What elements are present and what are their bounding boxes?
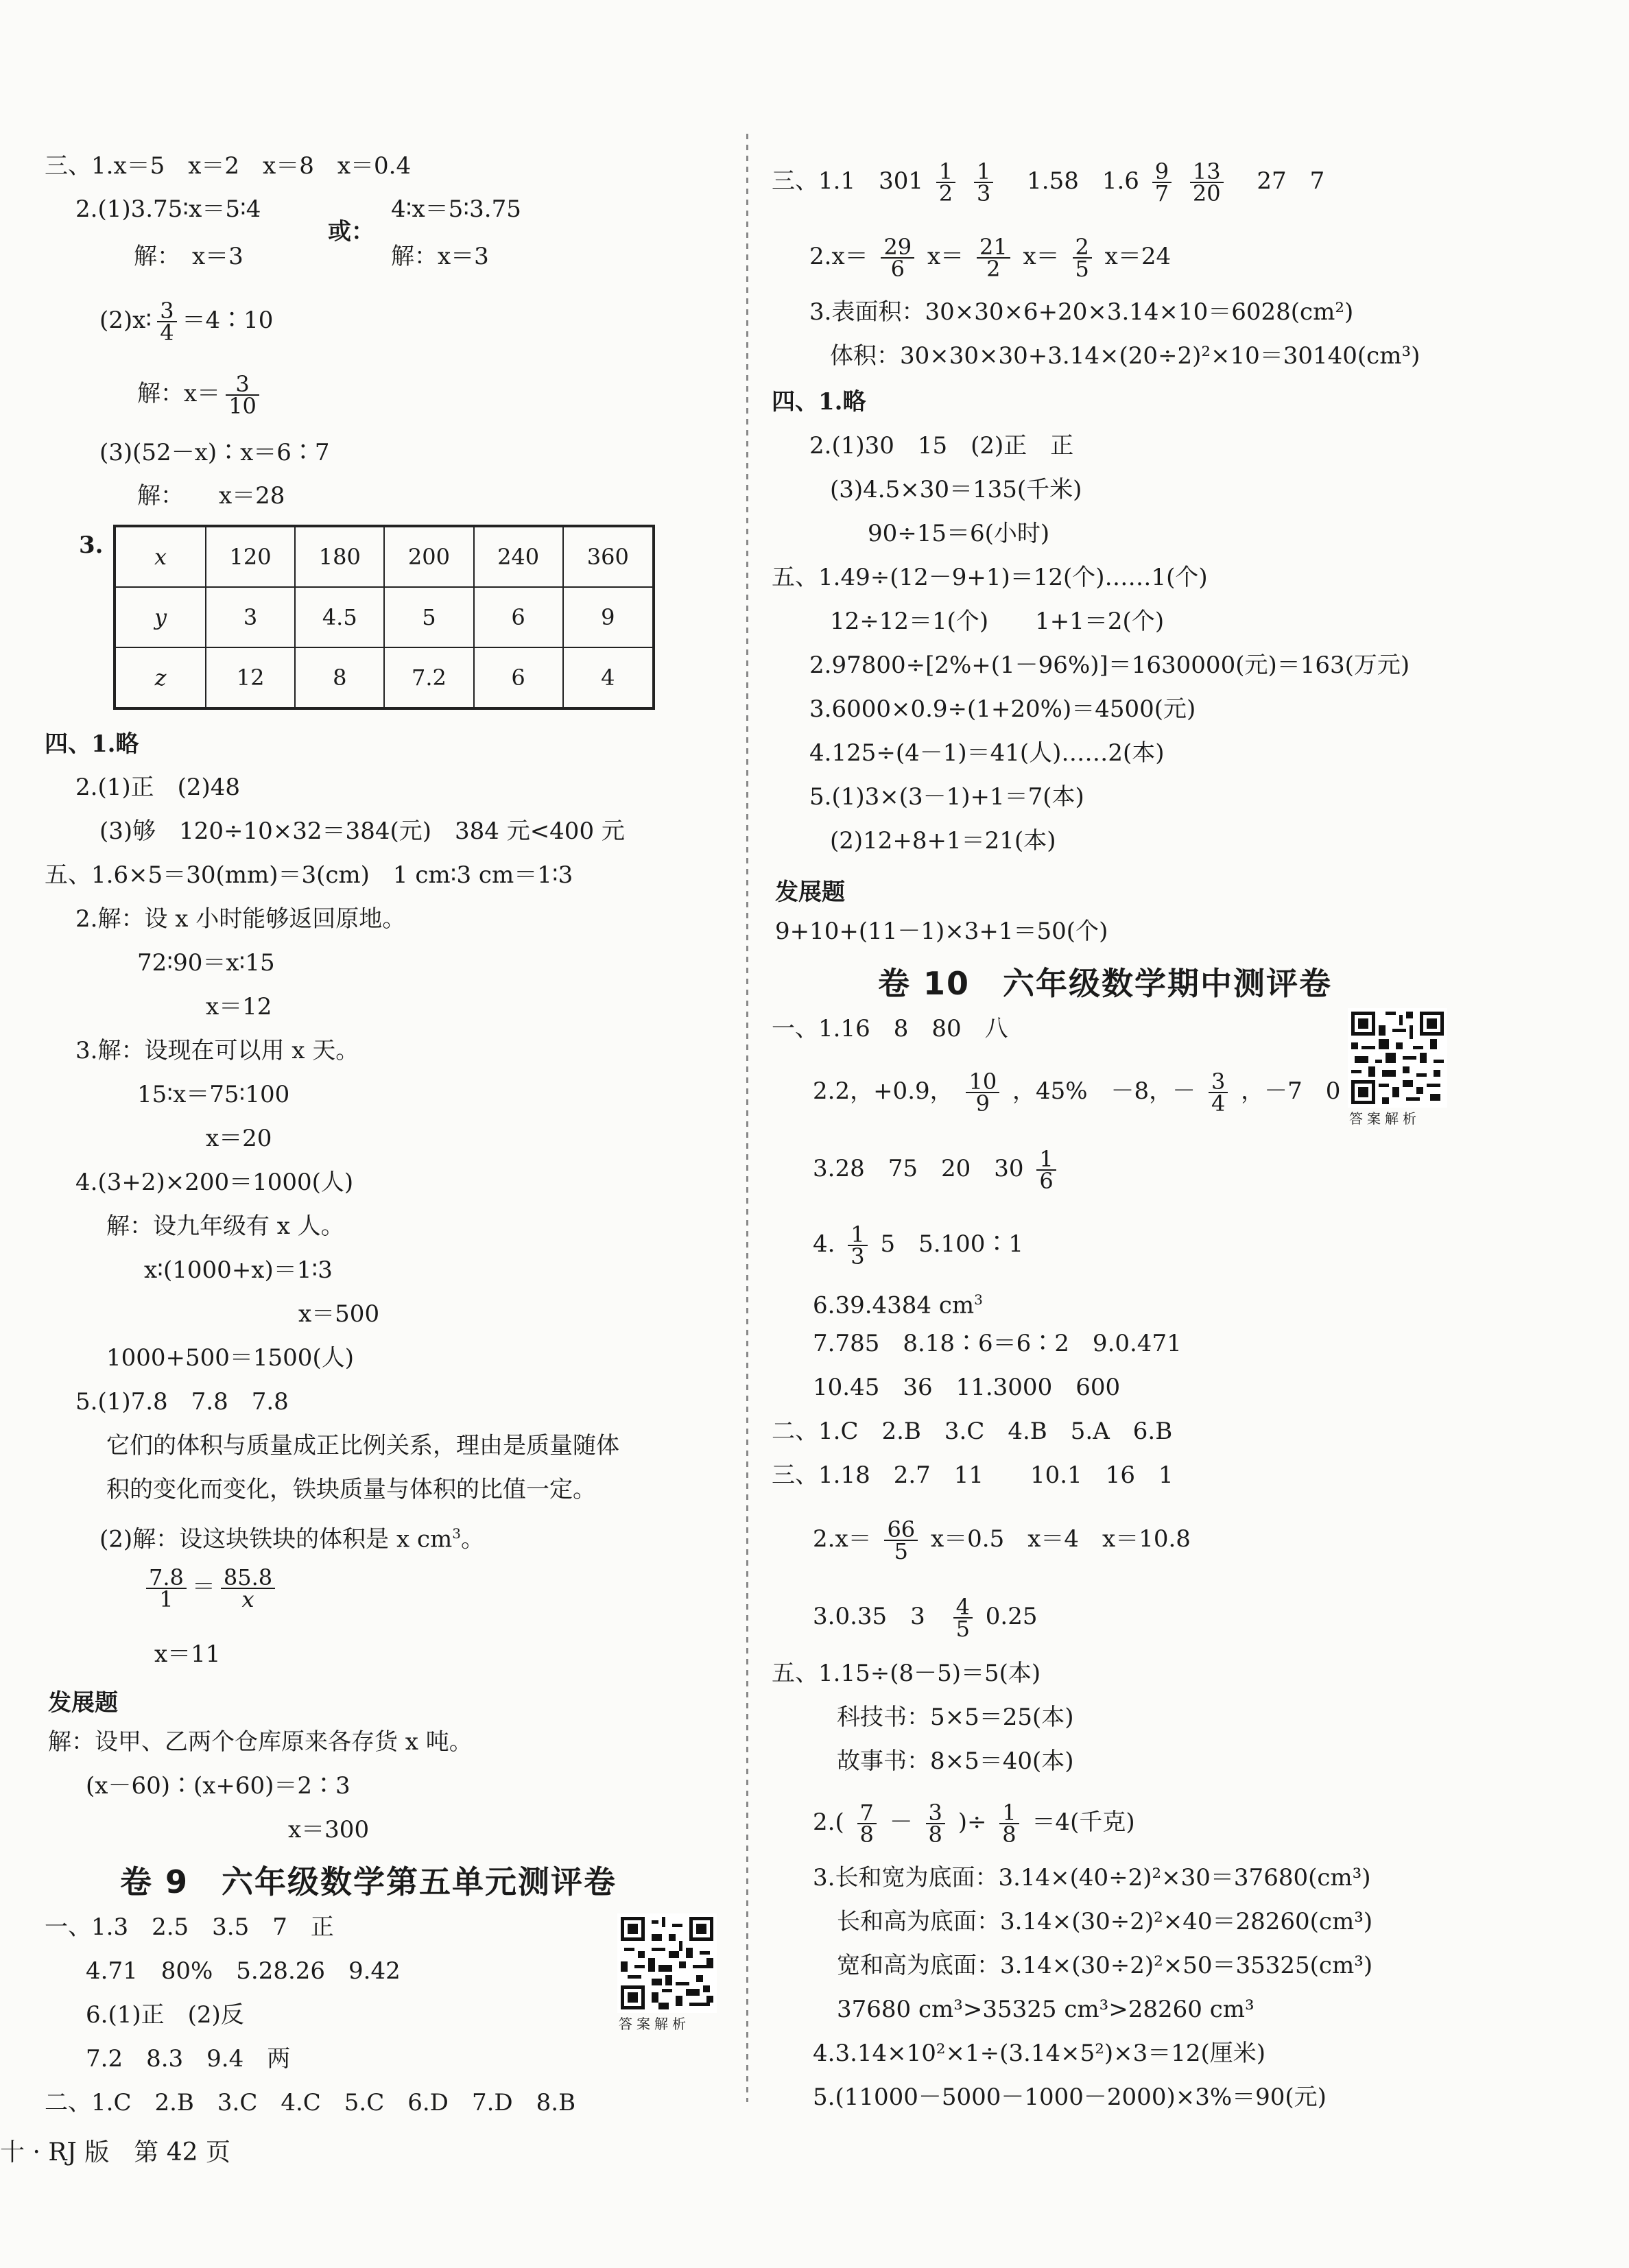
answer-line: 二、1.C 2.B 3.C 4.C 5.C 6.D 7.D 8.B <box>45 2089 576 2116</box>
column-divider <box>746 134 748 2102</box>
answer-line: 6.(1)正 (2)反 <box>86 2001 244 2029</box>
fraction: $\frac{9}{7}$ <box>1152 161 1172 204</box>
table-row: z 12 8 7.2 6 4 <box>115 647 654 708</box>
qr-code-icon <box>1348 1008 1447 1108</box>
answer-line: 4∶x＝5∶3.75 <box>391 195 521 223</box>
answer-line: x∶(1000+x)＝1∶3 <box>144 1256 333 1284</box>
fraction: $\frac{13}{20}$ <box>1190 161 1224 204</box>
answer-line: 90÷15＝6(小时) <box>868 520 1050 547</box>
answer-line <box>772 158 1325 206</box>
answer-line: 7.785 8.18∶6＝6∶2 9.0.471 <box>813 1330 1182 1357</box>
answer-text: 3.0.35 3 <box>813 1603 925 1630</box>
answer-line: x＝500 <box>298 1300 380 1328</box>
answer-line: 5.(1)3×(3－1)+1＝7(本) <box>809 783 1084 811</box>
answer-line: 4.3.14×10²×1÷(3.14×5²)×3＝12(厘米) <box>813 2040 1266 2067</box>
answer-line: 五、1.6×5＝30(mm)＝3(cm) 1 cm∶3 cm＝1∶3 <box>45 861 573 889</box>
answer-text: 2.2，+0.9， <box>813 1077 953 1105</box>
answer-line: (x－60)∶(x+60)＝2∶3 <box>86 1772 350 1800</box>
answer-text: ，45% －8，－ <box>1012 1077 1196 1105</box>
answer-line: 宽和高为底面：3.14×(30÷2)²×50＝35325(cm³) <box>837 1952 1373 1979</box>
section-heading: 四、1.略 <box>772 388 866 416</box>
answer-text: (2)解：设这块铁块的体积是 x cm <box>99 1525 453 1553</box>
answer-line: 4.125÷(4－1)＝41(人)……2(本) <box>809 739 1165 767</box>
superscript: 3 <box>452 1525 461 1542</box>
answer-line: 10.45 36 11.3000 600 <box>813 1374 1121 1401</box>
answer-line <box>813 1800 1135 1848</box>
answer-line: 解： x＝3 <box>134 243 243 270</box>
answer-line: 3.表面积：30×30×6+20×3.14×10＝6028(cm²) <box>809 298 1354 326</box>
page-footer: 十 · RJ 版 第 42 页 <box>0 2138 231 2166</box>
answer-line <box>99 1520 484 1553</box>
answer-text: ＝4(千克) <box>1032 1809 1135 1836</box>
answer-line <box>813 1516 1191 1564</box>
answer-line <box>137 371 265 419</box>
answer-text: 1.58 1.6 <box>1027 167 1139 195</box>
qr-code-icon <box>617 1913 717 2013</box>
answer-text: ＝4∶10 <box>182 307 274 334</box>
section-title: 卷 10 六年级数学期中测评卷 <box>878 965 1333 1002</box>
answer-line: 二、1.C 2.B 3.C 4.B 5.A 6.B <box>772 1418 1173 1445</box>
answer-line: 7.2 8.3 9.4 两 <box>86 2045 291 2073</box>
fraction: $\frac{2}{5}$ <box>1073 237 1092 279</box>
answer-line: 五、1.49÷(12－9+1)＝12(个)……1(个) <box>772 564 1208 591</box>
answer-text: x＝24 <box>1104 243 1172 270</box>
answer-line: 3.解：设现在可以用 x 天。 <box>75 1037 359 1064</box>
answer-line: (3)4.5×30＝135(千米) <box>830 476 1082 503</box>
answer-text: x＝ <box>927 243 964 270</box>
answer-text: )÷ <box>958 1809 987 1836</box>
answer-line <box>813 1286 983 1319</box>
answer-text: (2)x∶ <box>99 307 152 334</box>
answer-line: 9+10+(11－1)×3+1＝50(个) <box>775 918 1108 945</box>
answer-line: 2.(1)3.75∶x＝5∶4 <box>75 195 261 223</box>
answer-line <box>99 298 274 346</box>
proportion-table <box>113 525 655 710</box>
answer-text: ，－7 0 <box>1241 1077 1341 1105</box>
answer-text: 6.39.4384 cm <box>813 1291 975 1320</box>
answer-line: 三、1.x＝5 x＝2 x＝8 x＝0.4 <box>45 152 412 180</box>
answer-text: 0.25 <box>985 1603 1038 1630</box>
answer-line: 5.(1)7.8 7.8 7.8 <box>75 1388 289 1416</box>
answer-line <box>813 1146 1062 1194</box>
answer-text: 2.( <box>813 1809 844 1836</box>
answer-line: (3)(52－x)∶x＝6∶7 <box>99 439 330 466</box>
fraction: $\frac{29}{6}$ <box>881 237 914 279</box>
answer-text: x＝ <box>1023 243 1060 270</box>
fraction: $\frac{1}{6}$ <box>1036 1149 1056 1191</box>
fraction: $\frac{3}{8}$ <box>926 1802 945 1845</box>
answer-line: 2.(1)正 (2)48 <box>75 774 241 801</box>
fraction: $\frac{10}{9}$ <box>966 1071 999 1114</box>
answer-line <box>141 1564 281 1612</box>
answer-line: 三、1.18 2.7 11 10.1 16 1 <box>772 1461 1174 1489</box>
answer-line <box>813 1069 1341 1117</box>
answer-line: 它们的体积与质量成正比例关系，理由是质量随体 <box>106 1432 619 1459</box>
qr-caption: 答案解析 <box>619 2016 690 2032</box>
answer-text: 3.28 75 20 30 <box>813 1155 1024 1182</box>
answer-line: 或： <box>328 218 374 246</box>
answer-line: 长和高为底面：3.14×(30÷2)²×40＝28260(cm³) <box>837 1908 1373 1935</box>
answer-line: 科技书：5×5＝25(本) <box>837 1704 1074 1731</box>
answer-line: 积的变化而变化，铁块质量与体积的比值一定。 <box>106 1476 596 1503</box>
answer-text: 4. <box>813 1230 835 1258</box>
superscript: 3 <box>974 1291 983 1308</box>
fraction: $\frac{7.8}{1}$ <box>146 1567 187 1610</box>
answer-line: 37680 cm³>35325 cm³>28260 cm³ <box>837 1996 1255 2023</box>
answer-line: 解： x＝28 <box>137 482 285 510</box>
answer-line <box>809 234 1172 282</box>
fraction: $\frac{4}{5}$ <box>953 1597 973 1639</box>
fraction: $\frac{21}{2}$ <box>977 237 1010 279</box>
answer-line: 故事书：8×5＝40(本) <box>837 1747 1074 1775</box>
answer-text: 27 7 <box>1257 167 1325 195</box>
section-heading: 发展题 <box>48 1689 118 1717</box>
section-heading: 发展题 <box>775 879 845 906</box>
answer-line: 2.(1)30 15 (2)正 正 <box>809 432 1074 459</box>
answer-text: － <box>889 1809 913 1836</box>
fraction: $\frac{3}{4}$ <box>1209 1071 1228 1114</box>
answer-text: ＝ <box>191 1573 215 1601</box>
qr-caption: 答案解析 <box>1349 1110 1420 1127</box>
fraction: $\frac{7}{8}$ <box>857 1802 877 1845</box>
fraction: $\frac{1}{2}$ <box>936 161 955 204</box>
section-title: 卷 9 六年级数学第五单元测评卷 <box>120 1863 617 1900</box>
answer-line: 3.6000×0.9÷(1+20%)＝4500(元) <box>809 695 1196 723</box>
answer-text: 三、1.1 301 <box>772 167 923 195</box>
fraction: $\frac{1}{3}$ <box>848 1224 867 1267</box>
answer-line: 一、1.16 8 80 八 <box>772 1015 1008 1042</box>
answer-line: x＝12 <box>206 993 272 1020</box>
fraction: $\frac{66}{5}$ <box>884 1519 918 1562</box>
answer-line: 4.71 80% 5.28.26 9.42 <box>86 1957 401 1985</box>
answer-text: 解：x＝ <box>137 380 221 407</box>
answer-text: 2.x＝ <box>813 1525 872 1553</box>
answer-line <box>813 1221 1024 1269</box>
answer-line: x＝20 <box>206 1125 272 1152</box>
fraction: $\frac{85.8}{x}$ <box>221 1567 275 1610</box>
answer-line: 3.长和宽为底面：3.14×(40÷2)²×30＝37680(cm³) <box>813 1864 1371 1891</box>
answer-line: (2)12+8+1＝21(本) <box>830 827 1056 855</box>
answer-text: 。 <box>460 1525 484 1553</box>
answer-line: (3)够 120÷10×32＝384(元) 384 元<400 元 <box>99 817 625 845</box>
answer-line: 72∶90＝x∶15 <box>137 949 275 977</box>
section-heading: 四、1.略 <box>45 730 139 758</box>
answer-text: x＝0.5 x＝4 x＝10.8 <box>930 1525 1191 1553</box>
answer-line: x＝300 <box>288 1816 370 1843</box>
answer-line: 12÷12＝1(个) 1+1＝2(个) <box>830 608 1165 635</box>
answer-line: 1000+500＝1500(人) <box>106 1344 354 1372</box>
fraction: $\frac{1}{3}$ <box>974 161 993 204</box>
answer-line: x＝11 <box>154 1640 221 1668</box>
table-row: x 120 180 200 240 360 <box>115 526 654 587</box>
answer-line: 解：设甲、乙两个仓库原来各存货 x 吨。 <box>48 1728 473 1756</box>
table-label: 3. <box>79 532 104 559</box>
answer-line: 解：设九年级有 x 人。 <box>106 1213 344 1240</box>
answer-line: 4.(3+2)×200＝1000(人) <box>75 1169 354 1196</box>
answer-line: 一、1.3 2.5 3.5 7 正 <box>45 1913 334 1941</box>
fraction: $\frac{1}{8}$ <box>999 1802 1019 1845</box>
answer-line: 解：x＝3 <box>391 243 489 270</box>
answer-line: 2.解：设 x 小时能够返回原地。 <box>75 905 406 933</box>
answer-line: 15∶x＝75∶100 <box>137 1081 290 1108</box>
answer-line: 五、1.15÷(8－5)＝5(本) <box>772 1660 1041 1687</box>
answer-line: 2.97800÷[2%+(1－96%)]＝1630000(元)＝163(万元) <box>809 652 1410 679</box>
answer-text: 5 5.100∶1 <box>880 1230 1024 1258</box>
fraction: $\frac{3}{4}$ <box>157 300 176 343</box>
answer-text: 2.x＝ <box>809 243 868 270</box>
answer-line: 体积：30×30×30+3.14×(20÷2)²×10＝30140(cm³) <box>830 342 1420 370</box>
answer-line: 5.(11000－5000－1000－2000)×3%＝90(元) <box>813 2084 1327 2111</box>
fraction: $\frac{3}{10}$ <box>226 374 259 416</box>
answer-line <box>813 1594 1038 1642</box>
table-row: y 3 4.5 5 6 9 <box>115 587 654 647</box>
